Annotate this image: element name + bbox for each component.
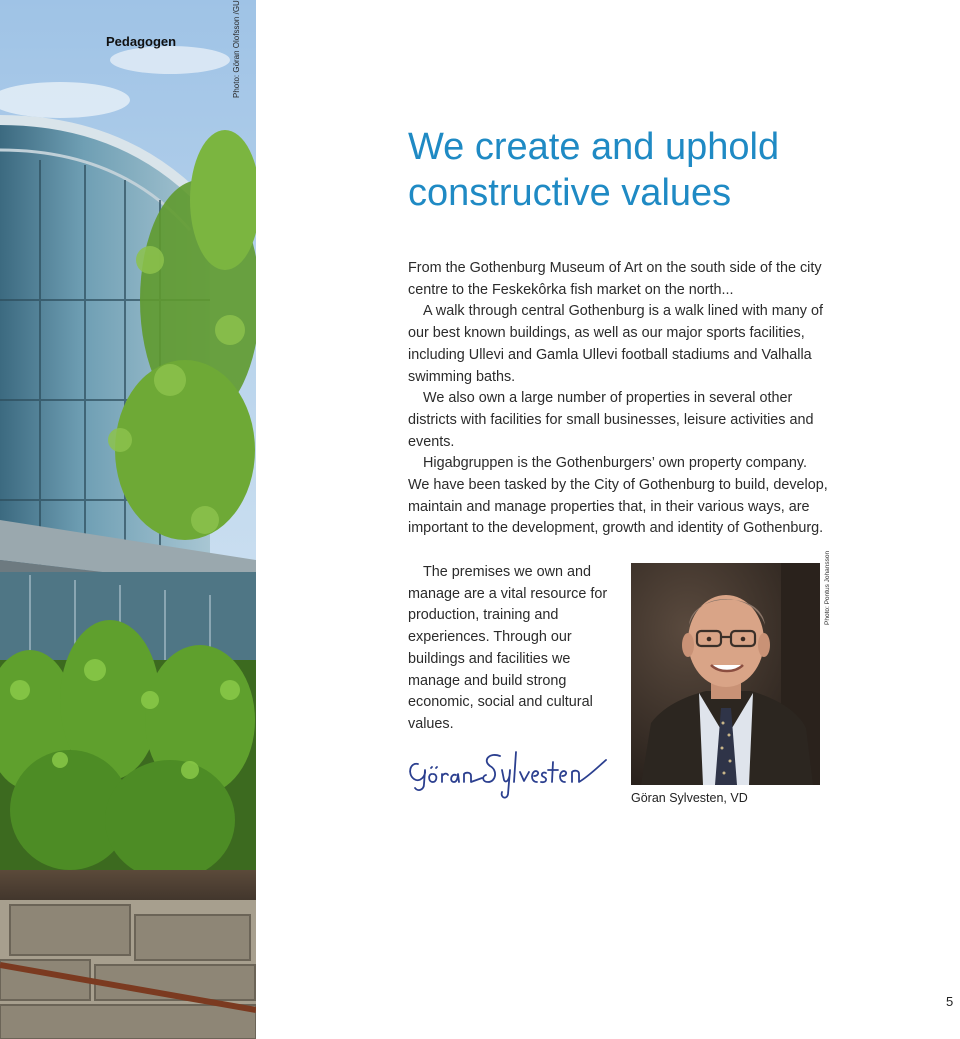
signature — [404, 748, 609, 803]
page-number: 5 — [946, 994, 954, 1009]
article-body — [408, 258, 834, 540]
portrait-photo — [631, 563, 820, 785]
headline: We create and uphold constructive values — [408, 126, 780, 214]
paragraph-3: We also own a large number of properties in several other districts with facilities for small businesses, leisure activities and events. — [408, 390, 814, 450]
article-body-narrow — [408, 562, 618, 736]
portrait-graphic — [631, 563, 820, 785]
paragraph-4: Higabgruppen is the Gothenburgers’ own property company. — [423, 455, 807, 472]
building-photo-graphic — [0, 0, 256, 1039]
paragraph-2: A walk through central Gothenburg is a walk lined with many of our best known buildings, as well as our major sports facilities, including Ullevi and Gamla Ullevi football stadiums and Valhalla swimming baths. — [408, 303, 823, 385]
photo-credit-building: Photo: Göran Olofsson /GU — [232, 0, 241, 98]
photo-credit-portrait: Photo: Pontus Johansson — [824, 550, 831, 625]
paragraph-5: We have been tasked by the City of Gothenburg to build, develop, maintain and manage properties that, in their various ways, are important to the development, growth and identity of Gothenburg. — [408, 477, 828, 537]
building-photo — [0, 0, 256, 1039]
paragraph-6: The premises we own and manage are a vital resource for production, training and experiences. Through our buildings and facilities we manage and build strong economic, social and cultural values. — [408, 564, 608, 732]
section-label: Pedagogen — [106, 34, 177, 49]
paragraph-1: From the Gothenburg Museum of Art on the south side of the city centre to the Feskekôrka fish market on the north... — [408, 260, 822, 298]
portrait-caption: Göran Sylvesten, VD — [631, 791, 748, 805]
